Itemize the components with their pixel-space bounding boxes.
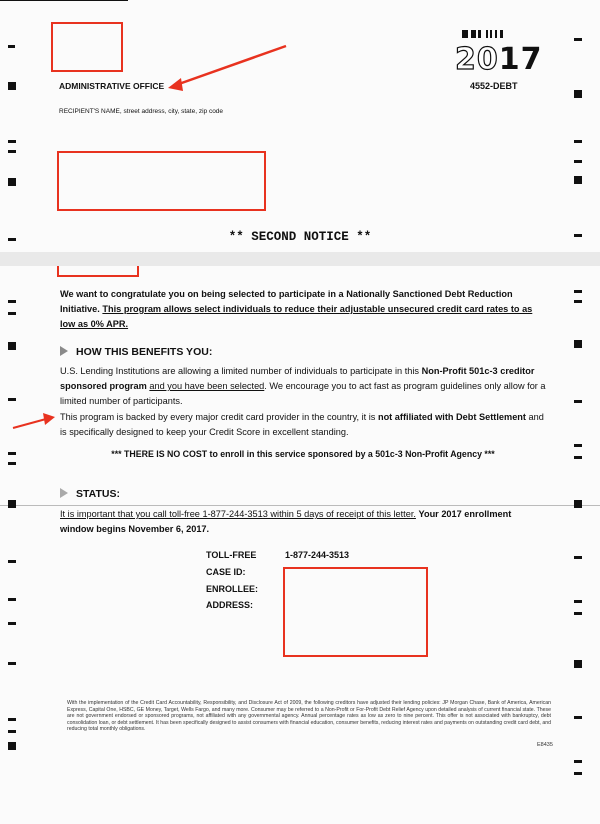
status-heading: STATUS:: [60, 488, 120, 500]
redaction-sender: [51, 22, 123, 72]
benefits-paragraph-1: U.S. Lending Institutions are allowing a limited number of individuals to participate in this Non-Profit 501c-3 creditor sponsored program and you have been selected. We encourage you to act fast as program guidelines only allow for a limited number of participants.: [60, 366, 546, 406]
triangle-bullet-icon: [60, 346, 68, 356]
benefits-paragraph-2: This program is backed by every major credit card provider in the country, it is not affiliated with Debt Settlement and is specifically designed to keep your Credit Score in excellent standing.: [60, 412, 544, 437]
redaction-enrollee-box: [283, 567, 428, 657]
form-code: 4552-DEBT: [470, 81, 518, 91]
case-id-label: CASE ID:: [206, 567, 246, 577]
document-code: E8435: [537, 742, 553, 748]
tollfree-number: 1-877-244-3513: [285, 550, 350, 560]
status-rule: [0, 505, 600, 506]
recipient-label: RECIPIENT'S NAME, street address, city, state, zip code: [59, 108, 224, 115]
form-year: 2017: [455, 42, 543, 77]
benefits-heading: HOW THIS BENEFITS YOU:: [60, 346, 212, 358]
no-cost-line: *** THERE IS NO COST to enroll in this service sponsored by a 501c-3 Non-Profit Agency ***: [111, 449, 495, 459]
fine-print: With the implementation of the Credit Card Accountability, Responsibility, and Disclosure Act of 2009, the following creditors have adjusted their lending policies: JP Morgan Chase, Bank of America, American Express, Capital One, HSBC, GE Money, Target, Wells Fargo, and many more. Consumer may be referred to a Non-Profit or For-Profit Debt Relief Agency upon detailed analysis of current financial state. These are not government endorsed or sponsored programs, not affiliated with any governmental agency. Annual percentage rates as low as zero to nine percent. This offer is not associated with bankruptcy, debt consolidation loan, or debt settlement. It has been specifically designed to assist consumers with financial education, consumer benefits, reducing interest rates and payments on outstanding credit card debt, and reducing total monthly obligations.: [67, 700, 551, 733]
enrollee-label: ENROLLEE:: [206, 584, 259, 594]
triangle-bullet-icon: [60, 488, 68, 498]
intro-underline-text: This program allows select individuals to reduce their adjustable unsecured credit card rates to as low as 0% APR.: [60, 304, 533, 329]
second-notice-title: ** SECOND NOTICE **: [228, 230, 372, 244]
address-label: ADDRESS:: [206, 600, 254, 610]
intro-paragraph: [60, 287, 546, 332]
signature-rule: [0, 0, 128, 1]
tollfree-label: TOLL-FREE: [206, 550, 257, 560]
status-paragraph: It is important that you call toll-free 1-877-244-3513 within 5 days of receipt of this letter. Your 2017 enrollment window begins November 6, 2017.: [60, 509, 512, 534]
page-fold-band: [0, 252, 600, 266]
intro-bold-text: We want to congratulate you on being selected to participate in a Nationally Sanctioned Debt Reduction Initiative.: [60, 289, 513, 314]
redaction-recipient: [57, 151, 266, 211]
admin-office-label: ADMINISTRATIVE OFFICE: [59, 81, 165, 91]
